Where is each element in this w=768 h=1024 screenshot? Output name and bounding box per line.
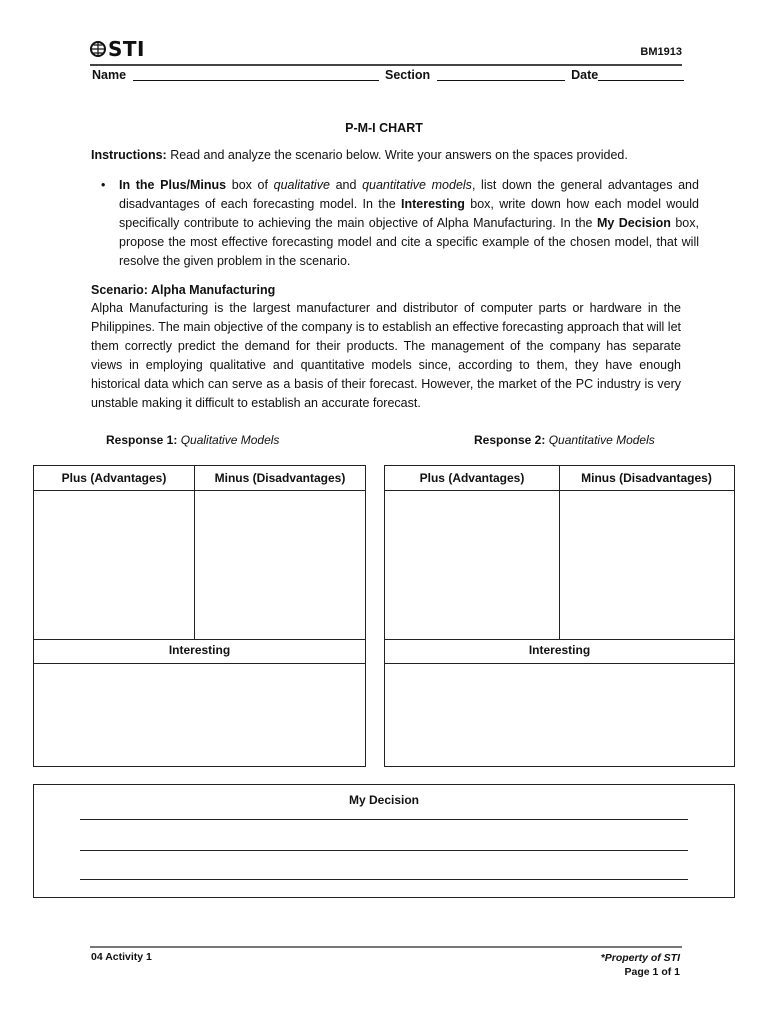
interesting-header: Interesting [528, 643, 591, 657]
minus-column-header: Minus (Disadvantages) [214, 471, 346, 485]
response-label: Response 2: [474, 433, 546, 447]
interesting-answer-area[interactable] [34, 664, 365, 766]
response-model: Qualitative Models [180, 433, 280, 447]
course-code: BM1913 [640, 46, 682, 58]
interesting-header: Interesting [168, 643, 231, 657]
interesting-answer-area[interactable] [385, 664, 734, 766]
bullet-text: box of [231, 178, 268, 192]
divider [385, 639, 734, 640]
bullet-text: In the [119, 178, 155, 192]
scenario-body: Alpha Manufacturing is the largest manufacturer and distributor of computer parts or hardware in the Philippines. The main objective of the company is to establish an effective forecasting approach that will let them correctly predict the demand for their products. The management of the company has separate views in employing qualitative and quantitative models since, according to them, they have enough historical data which can serve as a basis of their forecast. However, the market of the PC industry is very unstable making it difficult to establish an accurate forecast. [91, 301, 681, 410]
plus-column-header: Plus (Advantages) [61, 471, 167, 485]
my-decision-box [33, 784, 735, 898]
name-field[interactable] [133, 68, 379, 81]
bullet-bold-plus-minus: Plus/Minus [160, 178, 227, 192]
footer-right [601, 951, 680, 979]
bullet-italic-quantitative: quantitative models [362, 178, 472, 192]
pmi-table-qualitative [33, 465, 366, 767]
sti-logo [90, 37, 145, 61]
bullet-icon: • [101, 178, 106, 192]
instructions [91, 146, 681, 165]
minus-answer-area[interactable] [560, 491, 734, 639]
globe-icon [90, 40, 106, 58]
section-label: Section [385, 68, 431, 82]
student-info-line [92, 68, 687, 82]
page-number: Page 1 of 1 [624, 966, 680, 978]
scenario-heading: Scenario: Alpha Manufacturing [91, 283, 276, 297]
minus-answer-area[interactable] [195, 491, 366, 639]
bullet-bold-my-decision: My Decision [596, 216, 671, 230]
decision-answer-line[interactable] [80, 819, 688, 820]
bullet-bold-interesting: Interesting [401, 197, 465, 211]
instructions-text: Read and analyze the scenario below. Write your answers on the spaces provided. [170, 148, 628, 162]
footer-divider [90, 946, 682, 948]
logo-text: STI [108, 37, 145, 61]
date-field[interactable] [598, 68, 684, 81]
response-2-label [474, 433, 655, 447]
divider [34, 639, 365, 640]
bullet-italic-qualitative: qualitative [273, 178, 330, 192]
response-1-label [106, 433, 279, 447]
bullet-text: box, write down how each model would specifically contribute to achieving the main objective of Alpha Manufacturing. In the [119, 197, 699, 230]
property-note: *Property of STI [600, 952, 680, 964]
date-label: Date [571, 68, 599, 82]
response-model: Quantitative Models [548, 433, 655, 447]
decision-answer-line[interactable] [80, 850, 688, 851]
plus-column-header: Plus (Advantages) [419, 471, 525, 485]
minus-column-header: Minus (Disadvantages) [581, 471, 712, 485]
my-decision-title: My Decision [348, 793, 420, 807]
header-divider [90, 64, 682, 66]
instructions-label: Instructions: [91, 148, 167, 162]
plus-answer-area[interactable] [385, 491, 559, 639]
decision-answer-line[interactable] [80, 879, 688, 880]
response-label: Response 1: [106, 433, 178, 447]
bullet-text: , list down the general advantages and disadvantages of each forecasting model. In the [119, 178, 699, 211]
instruction-bullet [101, 176, 699, 271]
pmi-table-quantitative [384, 465, 735, 767]
activity-label: 04 Activity 1 [91, 951, 152, 963]
bullet-text: box, propose the most effective forecasting model and cite a specific example of the chosen model, that will resolve the given problem in the scenario. [119, 216, 699, 268]
bullet-text: and [335, 178, 357, 192]
name-label: Name [92, 68, 127, 82]
plus-answer-area[interactable] [34, 491, 194, 639]
page-title: P-M-I CHART [345, 121, 423, 135]
section-field[interactable] [437, 68, 565, 81]
